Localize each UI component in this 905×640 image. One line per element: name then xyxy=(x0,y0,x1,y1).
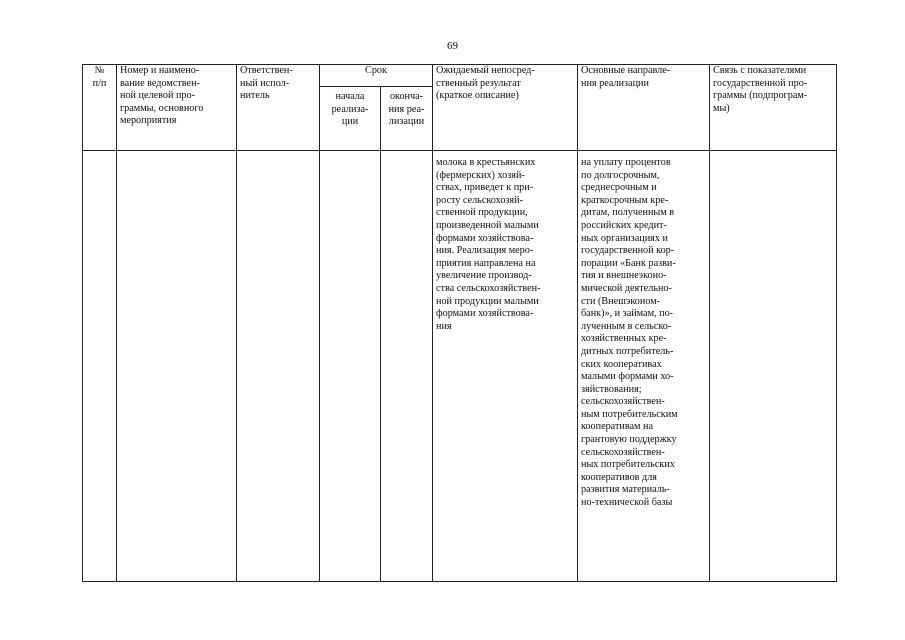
text-line: ных потребительских xyxy=(581,459,675,471)
cell-directions xyxy=(578,151,710,582)
text-line: малыми формами хо- xyxy=(581,371,674,383)
text-line: ственной продукции, xyxy=(436,207,528,219)
header-link: Связь с показателями государственной про- граммы (подпрограм- мы) xyxy=(710,65,837,151)
table-row xyxy=(83,151,837,582)
text-line: росту сельскохозяй- xyxy=(436,194,523,206)
text-line: формами хозяйствова- xyxy=(436,308,534,320)
text-line: российских кредит- xyxy=(581,219,667,231)
header-term-end: оконча- ния реа- лизации xyxy=(381,87,433,151)
text-line: мической деятельно- xyxy=(581,282,672,294)
text-line: сельскохозяйствен- xyxy=(581,396,665,408)
header-term: Срок xyxy=(320,65,433,87)
text-line: зяйствования; xyxy=(581,383,642,395)
cell-name xyxy=(117,151,237,582)
text-line: ния. Реализация меро- xyxy=(436,245,534,257)
text-line: по долгосрочным, xyxy=(581,169,660,181)
cell-link xyxy=(710,151,837,582)
header-result: Ожидаемый непосред- ственный результат (краткое описание) xyxy=(433,65,578,151)
text-line: хозяйственных кре- xyxy=(581,333,667,345)
text-line: ния xyxy=(436,320,452,332)
text-line: ным потребительским xyxy=(581,408,678,420)
text-line: банк)», и займам, по- xyxy=(581,308,674,320)
cell-executor xyxy=(237,151,320,582)
text-line: лученным в сельско- xyxy=(581,320,672,332)
text-line: сельскохозяйствен- xyxy=(581,446,665,458)
text-line: кооперативам на xyxy=(581,421,654,433)
text-line: тия и внешнеэконо- xyxy=(581,270,667,282)
text-line: ских кооперативах xyxy=(581,358,662,370)
text-line: ствах, приведет к при- xyxy=(436,182,534,194)
text-line: ства сельскохозяйствен- xyxy=(436,282,541,294)
header-row-1 xyxy=(83,65,837,87)
program-table xyxy=(82,64,837,582)
text-line: сти (Внешэконом- xyxy=(581,295,661,307)
text-line: формами хозяйствова- xyxy=(436,232,534,244)
text-line: произведенной малыми xyxy=(436,219,539,231)
text-line: грантовую поддержку xyxy=(581,434,677,446)
cell-num xyxy=(83,151,117,582)
header-num: № п/п xyxy=(83,65,117,151)
text-line: краткосрочным кре- xyxy=(581,194,669,206)
page-number: 69 xyxy=(447,40,458,52)
text-line: развития материаль- xyxy=(581,484,670,496)
text-line: приятия направлена на xyxy=(436,257,536,269)
text-line: ных организациях и xyxy=(581,232,668,244)
header-term-start: начала реализа- ции xyxy=(320,87,381,151)
text-line: на уплату процентов xyxy=(581,157,671,168)
header-name: Номер и наимено- вание ведомствен- ной целевой про- граммы, основного мероприятия xyxy=(117,65,237,151)
text-line: дитам, полученным в xyxy=(581,207,675,219)
header-executor: Ответствен- ный испол- нитель xyxy=(237,65,320,151)
cell-term-start xyxy=(320,151,381,582)
cell-result xyxy=(433,151,578,582)
text-line: порации «Банк разви- xyxy=(581,257,676,269)
text-line: молока в крестьянских xyxy=(436,157,536,168)
text-line: ной продукции малыми xyxy=(436,295,539,307)
text-line: среднесрочным и xyxy=(581,182,657,194)
text-line: кооперативов для xyxy=(581,471,657,483)
text-line: (фермерских) хозяй- xyxy=(436,169,525,181)
cell-term-end xyxy=(381,151,433,582)
header-directions: Основные направле- ния реализации xyxy=(578,65,710,151)
text-line: но-технической базы xyxy=(581,497,673,509)
text-line: увеличение производ- xyxy=(436,270,532,282)
text-line: государственной кор- xyxy=(581,245,675,257)
text-line: дитных потребитель- xyxy=(581,345,674,357)
